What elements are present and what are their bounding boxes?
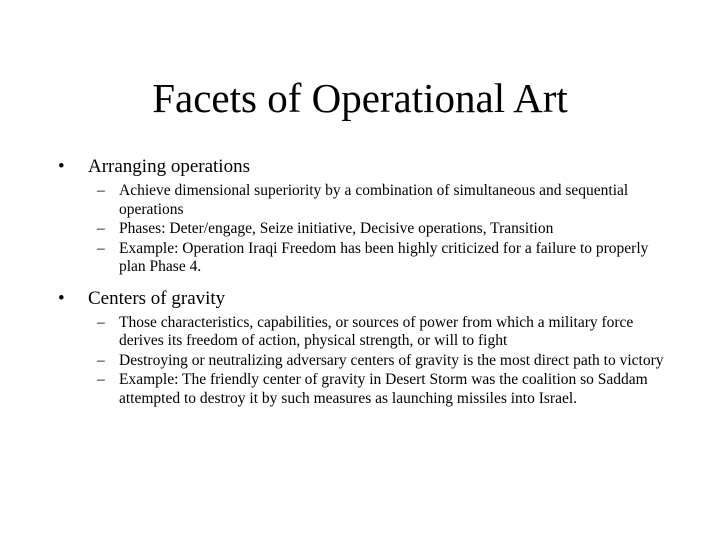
bullet-arranging-operations [54, 155, 674, 179]
bullet-marker: • [58, 156, 65, 177]
sub-item [54, 240, 674, 277]
sub-item-text: Those characteristics, capabilities, or sources of power from which a military force derives its freedom of action, physical strength, or will to fight [119, 313, 634, 349]
bullet-text: Centers of gravity [88, 287, 226, 309]
sub-item-text: Example: Operation Iraqi Freedom has been highly criticized for a failure to properly plan Phase 4. [119, 239, 649, 275]
slide-title: Facets of Operational Art [152, 75, 568, 121]
dash-marker: – [97, 220, 105, 237]
sub-item-text: Achieve dimensional superiority by a combination of simultaneous and sequential operations [119, 182, 629, 218]
bullet-marker: • [58, 287, 65, 309]
sub-item [54, 352, 674, 371]
sub-item [54, 314, 674, 351]
dash-marker: – [97, 313, 105, 331]
sub-list-centers-of-gravity [54, 314, 674, 409]
dash-marker: – [97, 182, 105, 199]
sub-item [54, 371, 674, 408]
dash-marker: – [97, 239, 105, 257]
sub-item [54, 182, 674, 219]
sub-item [54, 220, 674, 239]
bullet-centers-of-gravity [54, 287, 674, 311]
bullet-text: Arranging operations [88, 156, 250, 177]
sub-item-text: Example: The friendly center of gravity in Desert Storm was the coalition so Saddam attempted to destroy it by such measures as launching missiles into Israel. [119, 371, 648, 407]
dash-marker: – [97, 351, 105, 369]
sub-list-arranging-operations [54, 182, 674, 277]
slide-body [54, 155, 674, 412]
sub-item-text: Destroying or neutralizing adversary centers of gravity is the most direct path to victory [119, 351, 664, 369]
dash-marker: – [97, 371, 105, 388]
sub-item-text: Phases: Deter/engage, Seize initiative, Decisive operations, Transition [119, 220, 554, 237]
